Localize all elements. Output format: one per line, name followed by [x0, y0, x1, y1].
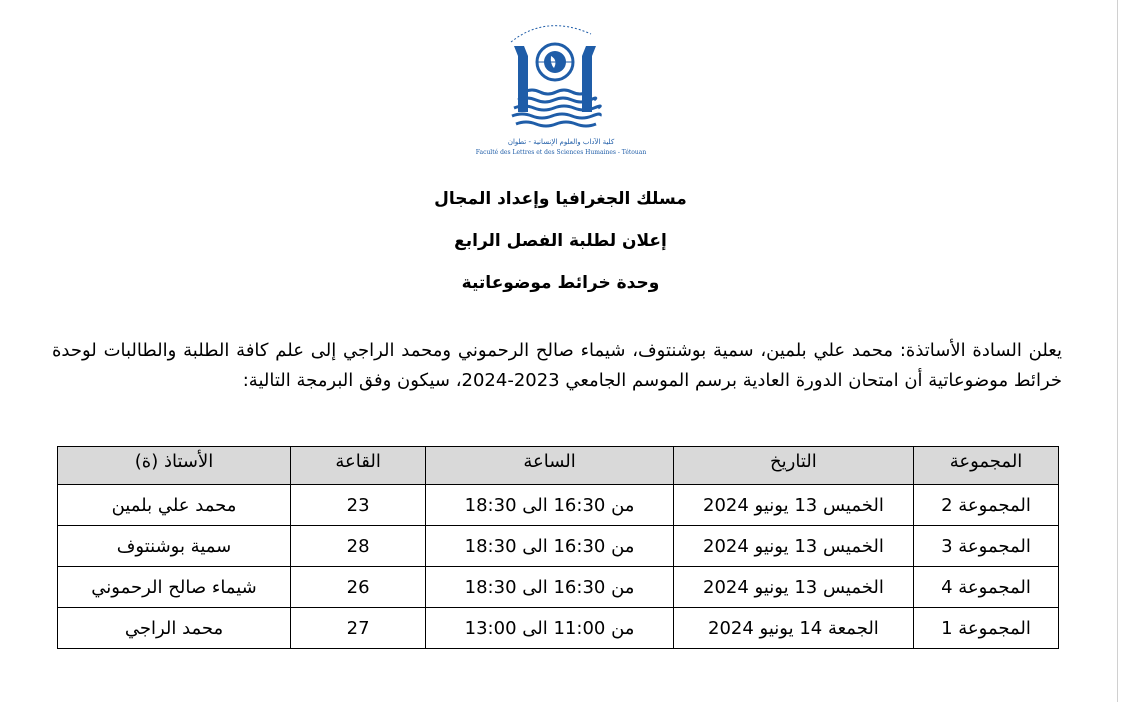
cell-professor: سمية بوشنتوف	[58, 526, 291, 567]
cell-professor: محمد علي بلمين	[58, 485, 291, 526]
module-title: وحدة خرائط موضوعاتية	[461, 273, 660, 293]
cell-room: 23	[291, 485, 426, 526]
header-room: القاعة	[291, 447, 426, 485]
header-date: التاريخ	[673, 447, 913, 485]
logo-french-name: Faculté des Lettres et des Sciences Humaines - Tétouan	[475, 149, 647, 156]
logo-arabic-name: كلية الآداب والعلوم الإنسانية - تطوان	[507, 138, 615, 146]
table-header-row	[58, 447, 1059, 485]
table-row	[58, 608, 1059, 649]
cell-group: المجموعة 2	[914, 485, 1059, 526]
page-edge-line	[1117, 0, 1118, 702]
announcement-paragraph: يعلن السادة الأساتذة: محمد علي بلمين، سمية بوشنتوف، شيماء صالح الرحموني ومحمد الراجي إلى علم كافة الطلبة والطالبات لوحدة خرائط موضوعاتية أن امتحان الدورة العادية برسم الموسم الجامعي 2023-2024، سيكون وفق البرمجة التالية:	[52, 340, 1062, 391]
cell-room: 28	[291, 526, 426, 567]
cell-group: المجموعة 1	[914, 608, 1059, 649]
cell-time: من 11:00 الى 13:00	[426, 608, 674, 649]
table-row	[58, 567, 1059, 608]
cell-date: الجمعة 14 يونيو 2024	[673, 608, 913, 649]
cell-date: الخميس 13 يونيو 2024	[673, 567, 913, 608]
cell-date: الخميس 13 يونيو 2024	[673, 526, 913, 567]
department-title: مسلك الجغرافيا وإعداد المجال	[434, 189, 687, 209]
cell-date: الخميس 13 يونيو 2024	[673, 485, 913, 526]
cell-group: المجموعة 3	[914, 526, 1059, 567]
header-time: الساعة	[426, 447, 674, 485]
cell-time: من 16:30 الى 18:30	[426, 567, 674, 608]
cell-professor: محمد الراجي	[58, 608, 291, 649]
cell-group: المجموعة 4	[914, 567, 1059, 608]
exam-schedule-table	[57, 446, 1059, 649]
logo-emblem-icon	[466, 12, 656, 137]
cell-room: 26	[291, 567, 426, 608]
cell-room: 27	[291, 608, 426, 649]
cell-time: من 16:30 الى 18:30	[426, 526, 674, 567]
cell-time: من 16:30 الى 18:30	[426, 485, 674, 526]
table-row	[58, 485, 1059, 526]
table-row	[58, 526, 1059, 567]
document-headings	[0, 178, 1121, 304]
header-group: المجموعة	[914, 447, 1059, 485]
header-professor: الأستاذ (ة)	[58, 447, 291, 485]
cell-professor: شيماء صالح الرحموني	[58, 567, 291, 608]
announcement-title: إعلان لطلبة الفصل الرابع	[454, 231, 667, 251]
faculty-logo	[466, 12, 656, 162]
